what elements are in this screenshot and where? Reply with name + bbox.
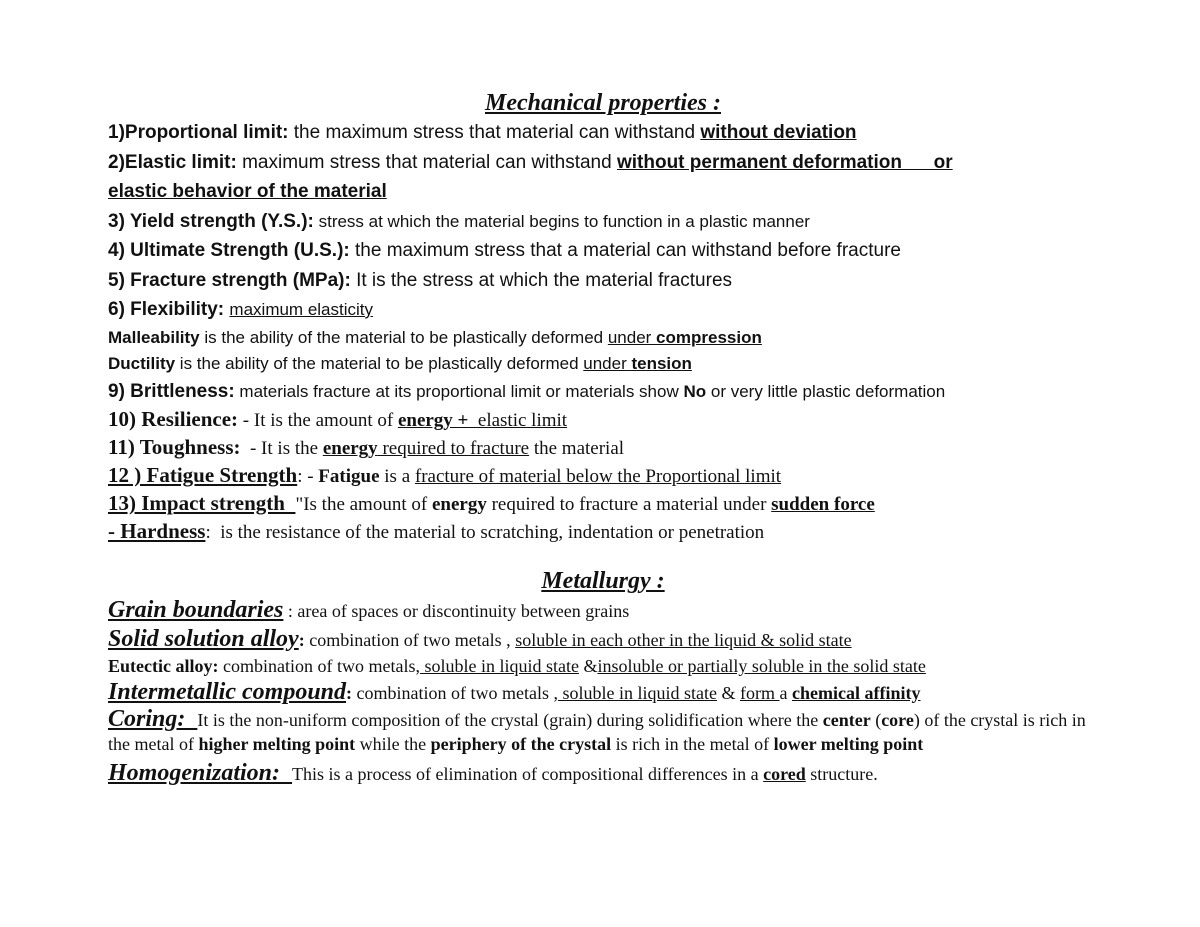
flexibility-line: 6) Flexibility: maximum elasticity (108, 299, 374, 320)
mechanical-properties-heading: Mechanical properties : (485, 90, 721, 116)
section-gap (108, 546, 1098, 566)
homogenization-line: Homogenization: This is a process of elimination of compositional differences in a cored structure. (108, 760, 878, 786)
resilience-line: 10) Resilience: - It is the amount of energy + elastic limit (108, 407, 568, 431)
eutectic-alloy-line: Eutectic alloy: combination of two metals, soluble in liquid state &insoluble or partially soluble in the solid state (108, 656, 926, 676)
ultimate-strength-line: 4) Ultimate Strength (U.S.): the maximum stress that a material can withstand before fracture (108, 240, 901, 261)
impact-strength-line: 13) Impact strength "Is the amount of energy required to fracture a material under sudden force (108, 491, 875, 515)
toughness-line: 11) Toughness: - It is the energy required to fracture the material (108, 435, 625, 459)
coring-paragraph: Coring: It is the non-uniform composition of the crystal (grain) during solidification where the center (core) of the crystal is rich in the metal of higher melting point while the periphery of the crystal is rich in the metal of lower melting point (108, 706, 1086, 754)
page-content (108, 88, 1098, 788)
intermetallic-compound-line: Intermetallic compound: combination of two metals , soluble in liquid state & form a chemical affinity (108, 679, 921, 705)
metallurgy-heading: Metallurgy : (541, 568, 665, 594)
yield-strength-line: 3) Yield strength (Y.S.): stress at which the material begins to function in a plastic manner (108, 210, 810, 232)
brittleness-line: 9) Brittleness: materials fracture at its proportional limit or materials show No or very little plastic deformation (108, 380, 946, 402)
proportional-limit-line: 1)Proportional limit: the maximum stress that material can withstand without deviation (108, 122, 857, 143)
elastic-limit-line-cont: elastic behavior of the material (108, 181, 387, 202)
hardness-line: - Hardness: is the resistance of the material to scratching, indentation or penetration (108, 519, 765, 543)
elastic-limit-line: 2)Elastic limit: maximum stress that material can withstand without permanent deformation or (108, 151, 953, 173)
ductility-line: Ductility is the ability of the material to be plastically deformed under tension (108, 353, 692, 373)
solid-solution-alloy-line: Solid solution alloy: combination of two metals , soluble in each other in the liquid & solid state (108, 626, 852, 652)
malleability-line: Malleability is the ability of the material to be plastically deformed under compression (108, 327, 762, 347)
fracture-strength-line: 5) Fracture strength (MPa): It is the stress at which the material fractures (108, 269, 733, 291)
fatigue-strength-line: 12 ) Fatigue Strength: - Fatigue is a fracture of material below the Proportional limit (108, 463, 782, 487)
grain-boundaries-line: Grain boundaries : area of spaces or discontinuity between grains (108, 597, 630, 623)
